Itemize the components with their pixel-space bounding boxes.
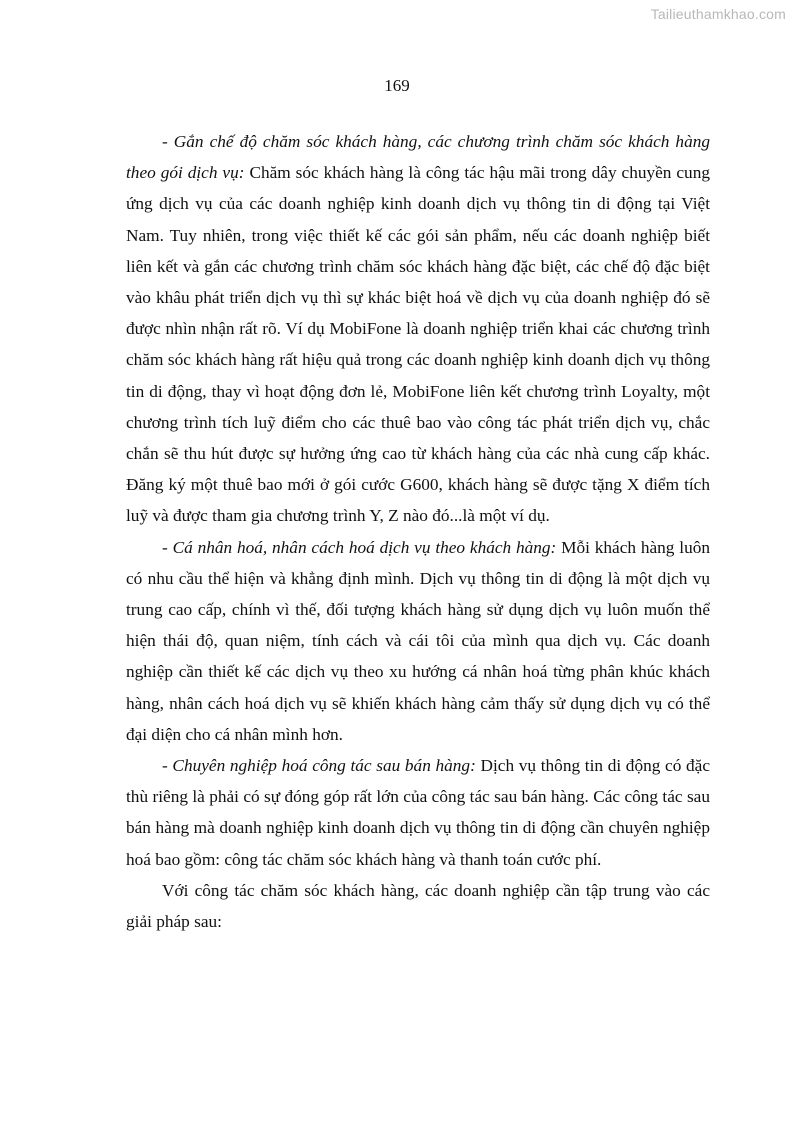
paragraph-1-lead: - Gắn chế độ chăm sóc khách hàng, các chương trình chăm sóc khách hàng theo gói dịch vụ: — [126, 132, 710, 183]
paragraph-4-body: Với công tác chăm sóc khách hàng, các doanh nghiệp cần tập trung vào các giải pháp sau: — [126, 880, 710, 932]
paragraph-2-lead: - Cá nhân hoá, nhân cách hoá dịch vụ theo khách hàng: — [162, 537, 557, 557]
paragraph-3 — [126, 750, 710, 875]
paragraph-2 — [126, 532, 710, 750]
paragraph-2-body: Mỗi khách hàng luôn có nhu cầu thể hiện và khẳng định mình. Dịch vụ thông tin di động là một dịch vụ trung cao cấp, chính vì thế, đối tượng khách hàng sử dụng dịch vụ luôn muốn thể hiện thái độ, quan niệm, tính cách và cái tôi của mình qua dịch vụ. Các doanh nghiệp cần thiết kế các dịch vụ theo xu hướng cá nhân hoá từng phân khúc khách hàng, nhân cách hoá dịch vụ sẽ khiến khách hàng cảm thấy sử dụng dịch vụ có thể đại diện cho cá nhân mình hơn. — [126, 537, 710, 744]
paragraph-3-lead: - Chuyên nghiệp hoá công tác sau bán hàng: — [162, 756, 476, 776]
paragraph-3-body: Dịch vụ thông tin di động có đặc thù riêng là phải có sự đóng góp rất lớn của công tác sau bán hàng. Các công tác sau bán hàng mà doanh nghiệp kinh doanh dịch vụ thông tin di động cần chuyên nghiệp hoá bao gồm: công tác chăm sóc khách hàng và thanh toán cước phí. — [126, 756, 711, 869]
page-number: 169 — [384, 76, 410, 95]
paragraph-1-body: Chăm sóc khách hàng là công tác hậu mãi trong dây chuyền cung ứng dịch vụ của các doanh nghiệp kinh doanh dịch vụ thông tin di động tại Việt Nam. Tuy nhiên, trong việc thiết kế các gói sản phẩm, nếu các doanh nghiệp biết liên kết và gắn các chương trình chăm sóc khách hàng đặc biệt, các chế độ đặc biệt vào khâu phát triển dịch vụ thì sự khác biệt hoá về dịch vụ của doanh nghiệp đó sẽ được nhìn nhận rất rõ. Ví dụ MobiFone là doanh nghiệp triển khai các chương trình chăm sóc khách hàng rất hiệu quả trong các doanh nghiệp kinh doanh dịch vụ thông tin di động, thay vì hoạt động đơn lẻ, MobiFone liên kết chương trình Loyalty, một chương trình tích luỹ điểm cho các thuê bao vào công tác phát triển dịch vụ, chắc chắn sẽ thu hút được sự hưởng ứng cao từ khách hàng của các nhà cung cấp khác. Đăng ký một thuê bao mới ở gói cước G600, khách hàng sẽ được tặng X điểm tích luỹ và được tham gia chương trình Y, Z nào đó...là một ví dụ. — [126, 163, 710, 526]
paragraph-1 — [126, 126, 710, 532]
watermark: Tailieuthamkhao.com — [650, 6, 786, 22]
document-body — [126, 126, 710, 937]
paragraph-4 — [126, 875, 710, 937]
